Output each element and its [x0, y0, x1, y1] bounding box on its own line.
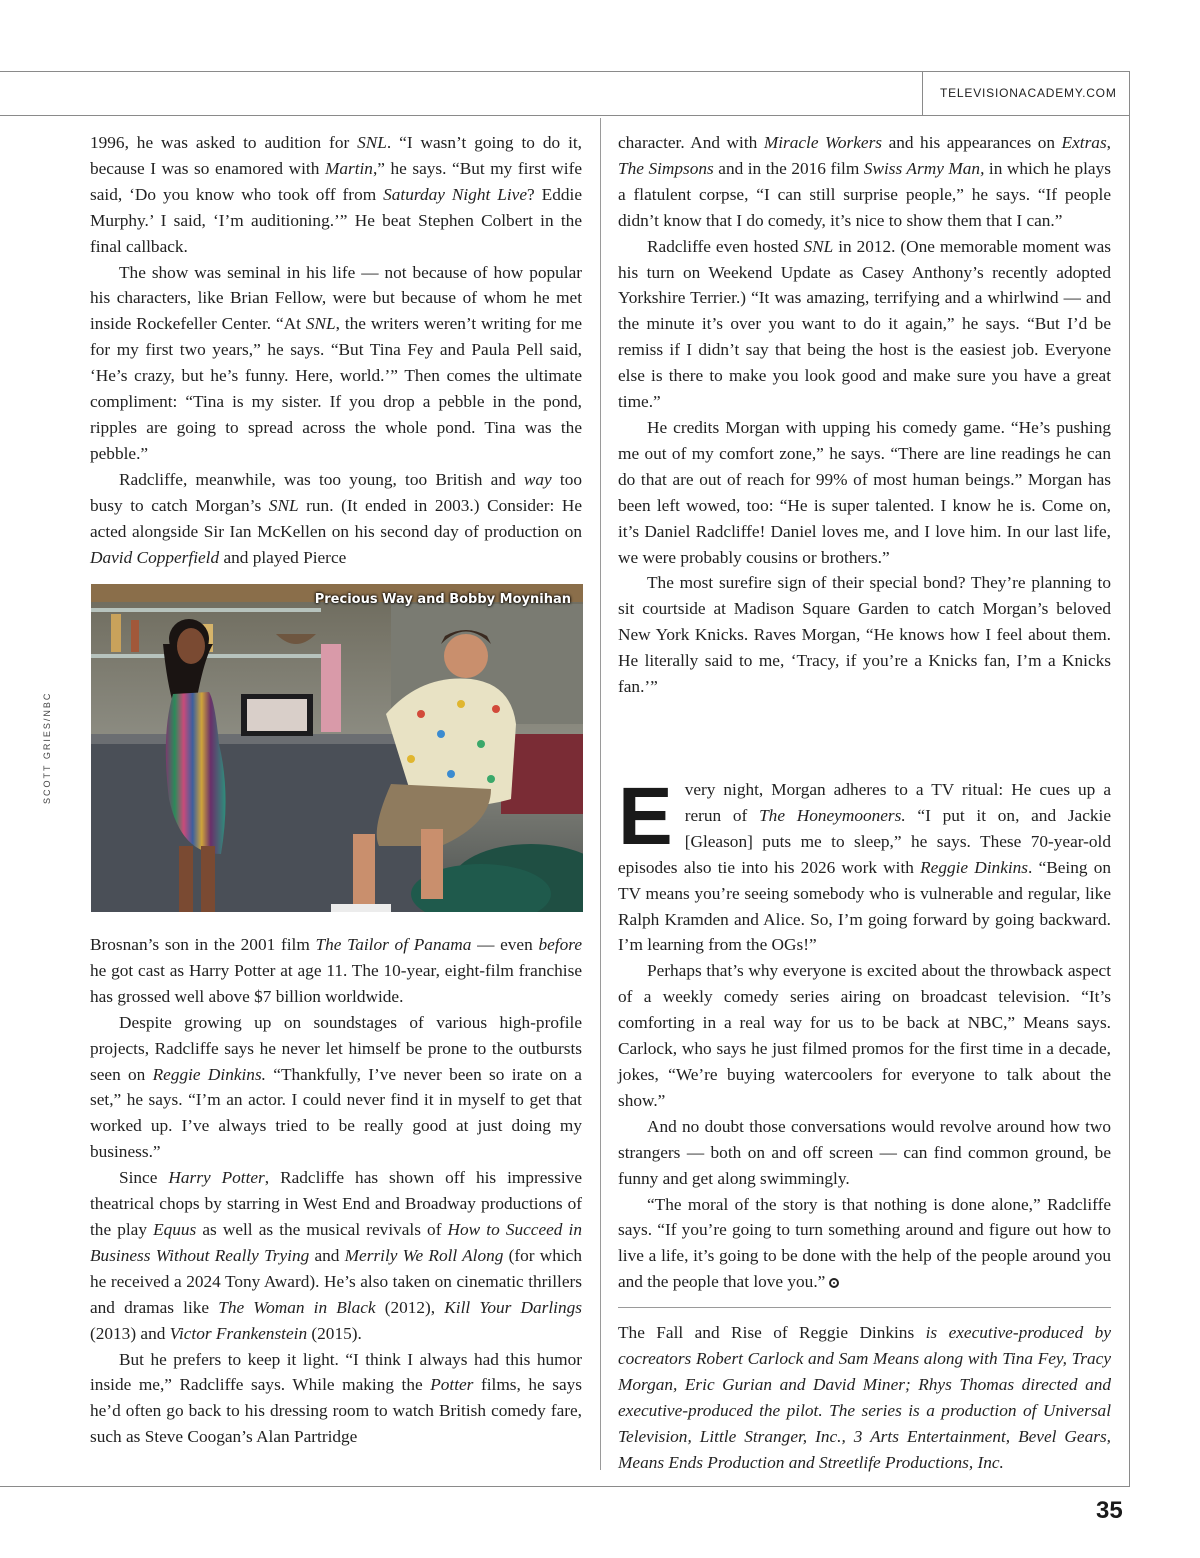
paragraph: character. And with Miracle Workers and his appearances on Extras, The Simpsons and in the 2016 film Swiss Army Man, in which he plays a flatulent corpse, “I can still surprise people,” he says. “If people didn’t know that I do comedy, it’s nice to show them that I can.” [618, 133, 1111, 230]
column-1-top [90, 130, 582, 570]
paragraph: He credits Morgan with upping his comedy game. “He’s pushing me out of my comfort zone,” he says. “There are line readings he can do that are out of reach for 99% of most human beings.” Morgan has been left wowed, too: “He is super talented. I know he is. Come on, it’s Daniel Radcliffe! Daniel loves me, and I love him. In our last life, we were probably cousins or brothers.” [618, 417, 1111, 567]
note-separator [618, 1307, 1111, 1308]
page-number: 35 [1096, 1497, 1123, 1524]
header-rule [0, 71, 1130, 72]
paragraph: Every night, Morgan adheres to a TV ritual: He cues up a rerun of The Honeymooners. “I put it on, and Jackie [Gleason] puts me to sleep,” he says. These 70-year-old episodes also tie into his 2026 work with Reggie Dinkins. “Being on TV means you’re seeing somebody who is vulnerable and regular, like Ralph Kramden and Alice. So, I’m going forward by going backward. I’m learning from the OGs!” [618, 771, 1112, 955]
paragraph: Brosnan’s son in the 2001 film The Tailor of Panama — even before he got cast as Harry Potter at age 11. The 10-year, eight-film franchise has grossed well above $7 billion worldwide. [90, 935, 582, 1006]
column-divider [600, 118, 601, 1470]
paragraph: Radcliffe even hosted SNL in 2012. (One memorable moment was his turn on Weekend Update as Casey Anthony’s recently adopted Yorkshire Terrier.) “It was amazing, terrifying and a whirlwind — and the minute it’s over you want to do it again,” he says. “But I’d be remiss if I didn’t say that being the host is the easiest job. Everyone else is there to make you look good and make sure you have a great time.” [618, 236, 1111, 412]
photo-credit: SCOTT GRIES/NBC [42, 691, 52, 804]
paragraph: Since Harry Potter, Radcliffe has shown off his impressive theatrical chops by starring in West End and Broadway productions of the play Equus as well as the musical revivals of How to Succeed in Business Without Really Trying and Merrily We Roll Along (for which he received a 2024 Tony Award). He’s also taken on cinematic thrillers and dramas like The Woman in Black (2012), Kill Your Darlings (2013) and Victor Frankenstein (2015). [90, 1168, 582, 1343]
page-frame-right [1129, 71, 1130, 1487]
photo-illustration [91, 584, 583, 912]
paragraph: Perhaps that’s why everyone is excited about the throwback aspect of a weekly comedy series airing on broadcast television. “It’s comforting in a real way for us to be back at NBC,” Means says. Carlock, who says he just filmed promos for the first time in a decade, jokes, “We’re buying watercoolers for everyone to talk about the show.” [618, 961, 1111, 1110]
paragraph: And no doubt those conversations would revolve around how two strangers — both on and off screen — can find common ground, be funny and get along swimmingly. [618, 1116, 1111, 1188]
paragraph: The show was seminal in his life — not because of how popular his characters, like Brian Fellow, were but because of whom he met inside Rockefeller Center. “At SNL, the writers weren’t writing for me for my first two years,” he says. “But Tina Fey and Paula Pell said, ‘He’s crazy, but he’s funny. Here, world.’” Then comes the ultimate compliment: “Tina is my sister. If you drop a pebble in the pond, ripples are going to spread across the whole pond. Tina was the pebble.” [90, 262, 583, 463]
column-2-bottom [618, 771, 1112, 1295]
note-title: The Fall and Rise of Reggie Dinkins [618, 1323, 915, 1342]
paragraph: Despite growing up on soundstages of various high-profile projects, Radcliffe says he never let himself be prone to the outbursts seen on Reggie Dinkins. “Thankfully, I’ve never been so irate on a set,” he says. “I’m an actor. I could never find it in myself to get that worked up. I’ve always tried to be really good at just doing my business.” [90, 1012, 582, 1162]
paragraph: But he prefers to keep it light. “I think I always had this humor inside me,” Radcliffe says. While making the Potter films, he says he’d often go back to his dressing room to watch British comedy fare, such as Steve Coogan’s Alan Partridge [90, 1349, 582, 1447]
photo-caption: Precious Way and Bobby Moynihan [314, 592, 571, 607]
drop-cap: E [618, 771, 673, 862]
header-rule-lower [0, 115, 1130, 116]
paragraph: 1996, he was asked to audition for SNL. “I wasn’t going to do it, because I was so enamored with Martin,” he says. “But my first wife said, ‘Do you know who took off from Saturday Night Live? Eddie Murphy.’ I said, ‘I’m auditioning.’” He beat Stephen Colbert in the final callback. [90, 133, 583, 256]
column-2-top [618, 130, 1111, 700]
header-divider [922, 71, 923, 115]
note-body: is executive-produced by cocreators Robert Carlock and Sam Means along with Tina Fey, Tracy Morgan, Eric Gurian and David Miner; Rhys Thomas directed and executive-produced the pilot. The series is a production of Universal Television, Little Stranger, Inc., 3 Arts Entertainment, Bevel Gears, Means Ends Production and Streetlife Productions, Inc. [618, 1323, 1111, 1472]
paragraph: The most surefire sign of their special bond? They’re planning to sit courtside at Madison Square Garden to catch Morgan’s beloved New York Knicks. Raves Morgan, “He knows how I feel about them. He literally said to me, ‘Tracy, if you’re a Knicks fan, I’m a Knicks fan.’” [618, 573, 1111, 697]
site-url[interactable]: TELEVISIONACADEMY.COM [940, 86, 1117, 100]
column-1-bottom [90, 932, 582, 1450]
production-note [618, 1320, 1111, 1475]
footer-rule [0, 1486, 1130, 1487]
paragraph: Radcliffe, meanwhile, was too young, too British and way too busy to catch Morgan’s SNL run. (It ended in 2003.) Consider: He acted alongside Sir Ian McKellen on his second day of production on David Copperfield and played Pierce [90, 469, 583, 567]
end-of-article-icon [829, 1278, 839, 1288]
article-photo [91, 584, 583, 912]
paragraph: “The moral of the story is that nothing is done alone,” Radcliffe says. “If you’re going to turn something around and figure out how to live a life, it’s going to be done with the help of the people around you and the people that love you.” [618, 1194, 1111, 1292]
